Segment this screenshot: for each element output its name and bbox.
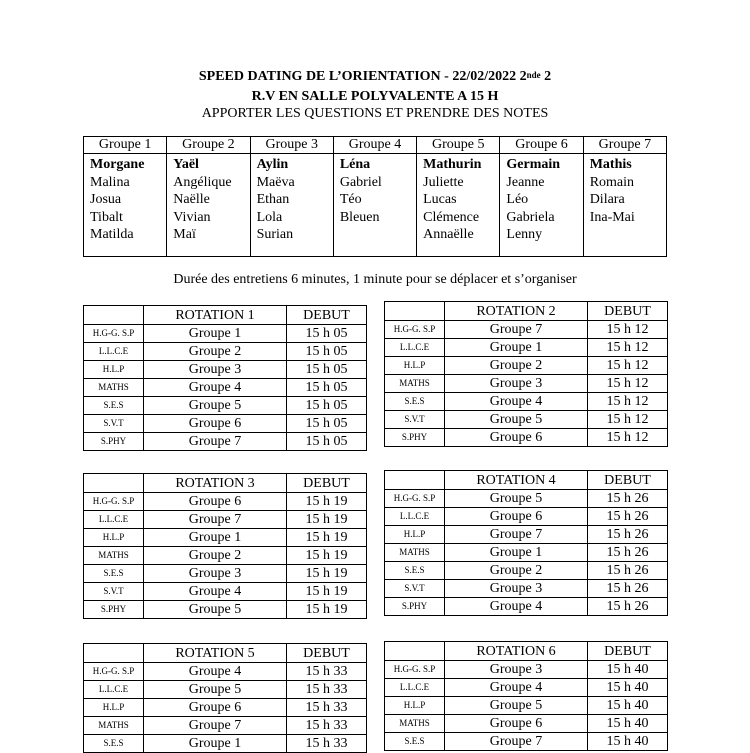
subject-cell: H.L.P — [84, 529, 144, 547]
table-row — [84, 343, 367, 361]
subject-cell: L.L.C.E — [84, 343, 144, 361]
group-leader: Yaël — [173, 157, 199, 172]
table-row — [385, 321, 668, 339]
debut-header: DEBUT — [287, 474, 367, 493]
table-row — [385, 526, 668, 544]
group-member: Bleuen — [339, 209, 380, 225]
group-cell: Groupe 4 — [144, 379, 287, 397]
time-cell: 15 h 05 — [287, 397, 367, 415]
time-cell: 15 h 26 — [588, 544, 668, 562]
subject-cell: S.E.S — [385, 562, 445, 580]
table-row — [84, 583, 367, 601]
time-cell: 15 h 12 — [588, 321, 668, 339]
rotation-table — [83, 643, 367, 753]
group-cell: Groupe 3 — [445, 661, 588, 679]
group-cell: Groupe 3 — [445, 375, 588, 393]
subject-cell: H.L.P — [385, 697, 445, 715]
group-cell: Groupe 5 — [445, 490, 588, 508]
group-cell: Groupe 6 — [445, 429, 588, 447]
group-cell: Groupe 1 — [144, 529, 287, 547]
subject-cell: H.L.P — [84, 699, 144, 717]
group-leader: Mathis — [589, 157, 632, 172]
time-cell: 15 h 19 — [287, 601, 367, 619]
rotation-title: ROTATION 6 — [445, 642, 588, 661]
table-row — [84, 379, 367, 397]
group-cell: Groupe 4 — [445, 598, 588, 616]
group-member: Naëlle — [173, 192, 210, 207]
duration-note: Durée des entretiens 6 minutes, 1 minute pour se déplacer et s’organiser — [173, 272, 577, 287]
rotation-header-row — [385, 471, 668, 490]
table-row — [84, 325, 367, 343]
subject-cell: H.L.P — [385, 526, 445, 544]
table-row — [385, 357, 668, 375]
time-cell: 15 h 05 — [287, 415, 367, 433]
group-header: Groupe 6 — [500, 137, 583, 154]
rotation-title: ROTATION 2 — [445, 302, 588, 321]
rotation-corner-cell — [385, 471, 445, 490]
group-cell: Groupe 5 — [144, 397, 287, 415]
group-cell: Groupe 6 — [445, 715, 588, 733]
group-header: Groupe 1 — [84, 137, 167, 154]
group-cell: Groupe 5 — [445, 697, 588, 715]
table-row — [385, 339, 668, 357]
subject-cell: S.E.S — [385, 733, 445, 751]
group-cell: Groupe 7 — [144, 433, 287, 451]
subject-cell: S.PHY — [385, 598, 445, 616]
table-row — [84, 493, 367, 511]
group-leader: Germain — [506, 157, 561, 172]
group-cell: Groupe 3 — [445, 580, 588, 598]
subject-cell: S.PHY — [385, 429, 445, 447]
table-row — [84, 663, 367, 681]
rotation-corner-cell — [84, 306, 144, 325]
group-member: Lucas — [423, 192, 457, 207]
group-members-cell — [500, 154, 583, 257]
table-row — [385, 544, 668, 562]
group-member: Léo — [506, 192, 529, 207]
rotation-table — [384, 641, 668, 751]
subject-cell: S.E.S — [84, 565, 144, 583]
time-cell: 15 h 19 — [287, 511, 367, 529]
group-member: Vivian — [173, 209, 211, 225]
debut-header: DEBUT — [588, 302, 668, 321]
group-cell: Groupe 2 — [144, 343, 287, 361]
time-cell: 15 h 33 — [287, 699, 367, 717]
groups-table — [83, 136, 667, 257]
debut-header: DEBUT — [588, 642, 668, 661]
rotation-corner-cell — [84, 474, 144, 493]
time-cell: 15 h 33 — [287, 663, 367, 681]
groups-header-row — [84, 137, 667, 154]
group-cell: Groupe 1 — [144, 325, 287, 343]
subject-cell: MATHS — [385, 375, 445, 393]
rotation-header-row — [84, 644, 367, 663]
time-cell: 15 h 40 — [588, 661, 668, 679]
group-member: Gabriel — [339, 174, 382, 190]
group-header: Groupe 7 — [583, 137, 666, 154]
group-member: Ina-Mai — [589, 209, 635, 225]
group-cell: Groupe 3 — [144, 565, 287, 583]
time-cell: 15 h 05 — [287, 433, 367, 451]
table-row — [385, 679, 668, 697]
time-cell: 15 h 05 — [287, 325, 367, 343]
time-cell: 15 h 26 — [588, 598, 668, 616]
group-cell: Groupe 5 — [144, 601, 287, 619]
rotation-corner-cell — [385, 642, 445, 661]
subject-cell: S.E.S — [84, 735, 144, 753]
time-cell: 15 h 19 — [287, 547, 367, 565]
groups-members-row — [84, 154, 667, 257]
rotation-header-row — [84, 474, 367, 493]
table-row — [385, 715, 668, 733]
group-cell: Groupe 6 — [144, 493, 287, 511]
rotation-header-row — [84, 306, 367, 325]
subject-cell: MATHS — [385, 715, 445, 733]
subject-cell: H.G-G. S.P — [385, 490, 445, 508]
subject-cell: MATHS — [385, 544, 445, 562]
group-member: Surian — [256, 227, 294, 242]
time-cell: 15 h 12 — [588, 375, 668, 393]
group-member: Annaëlle — [423, 227, 474, 242]
subject-cell: L.L.C.E — [385, 679, 445, 697]
subject-cell: H.L.P — [84, 361, 144, 379]
time-cell: 15 h 40 — [588, 679, 668, 697]
group-cell: Groupe 7 — [445, 321, 588, 339]
group-members-cell — [583, 154, 666, 257]
time-cell: 15 h 05 — [287, 343, 367, 361]
group-cell: Groupe 6 — [144, 415, 287, 433]
table-row — [385, 429, 668, 447]
rotation-table — [384, 470, 668, 616]
time-cell: 15 h 05 — [287, 361, 367, 379]
subject-cell: S.V.T — [84, 415, 144, 433]
group-members-cell — [333, 154, 416, 257]
group-member: Maëva — [256, 174, 295, 190]
rotation-title: ROTATION 5 — [144, 644, 287, 663]
table-row — [385, 562, 668, 580]
debut-header: DEBUT — [287, 306, 367, 325]
group-cell: Groupe 4 — [144, 663, 287, 681]
group-header: Groupe 2 — [167, 137, 250, 154]
group-cell: Groupe 4 — [445, 679, 588, 697]
table-row — [84, 699, 367, 717]
group-header: Groupe 4 — [333, 137, 416, 154]
table-row — [84, 361, 367, 379]
subject-cell: L.L.C.E — [385, 508, 445, 526]
rotation-corner-cell — [84, 644, 144, 663]
time-cell: 15 h 40 — [588, 715, 668, 733]
subject-cell: MATHS — [84, 717, 144, 735]
table-row — [385, 375, 668, 393]
table-row — [84, 681, 367, 699]
table-row — [84, 511, 367, 529]
group-leader: Aylin — [256, 157, 289, 172]
subject-cell: L.L.C.E — [385, 339, 445, 357]
debut-header: DEBUT — [588, 471, 668, 490]
table-row — [84, 717, 367, 735]
group-leader: Léna — [339, 157, 371, 172]
group-cell: Groupe 5 — [445, 411, 588, 429]
subject-cell: L.L.C.E — [84, 511, 144, 529]
subject-cell: S.V.T — [385, 580, 445, 598]
group-cell: Groupe 6 — [445, 508, 588, 526]
group-cell: Groupe 1 — [445, 544, 588, 562]
subject-cell: S.V.T — [84, 583, 144, 601]
group-members-cell — [84, 154, 167, 257]
group-members-cell — [250, 154, 333, 257]
group-cell: Groupe 6 — [144, 699, 287, 717]
table-row — [84, 565, 367, 583]
group-cell: Groupe 7 — [144, 717, 287, 735]
document-title-end: 2 — [540, 69, 552, 84]
table-row — [385, 697, 668, 715]
time-cell: 15 h 33 — [287, 717, 367, 735]
document-subtitle: R.V EN SALLE POLYVALENTE A 15 H — [251, 89, 499, 104]
table-row — [385, 411, 668, 429]
subject-cell: S.E.S — [84, 397, 144, 415]
group-cell: Groupe 2 — [445, 357, 588, 375]
table-row — [84, 529, 367, 547]
group-cell: Groupe 2 — [445, 562, 588, 580]
subject-cell: H.L.P — [385, 357, 445, 375]
table-row — [84, 433, 367, 451]
time-cell: 15 h 12 — [588, 339, 668, 357]
group-member: Lenny — [506, 227, 543, 242]
group-member: Lola — [256, 209, 283, 225]
table-row — [84, 397, 367, 415]
group-leader: Mathurin — [423, 157, 482, 172]
document-title-text: SPEED DATING DE L’ORIENTATION - 22/02/2022 2 — [198, 69, 527, 84]
group-member: Maï — [173, 227, 196, 242]
table-row — [385, 580, 668, 598]
rotation-corner-cell — [385, 302, 445, 321]
table-row — [385, 733, 668, 751]
group-cell: Groupe 2 — [144, 547, 287, 565]
subject-cell: MATHS — [84, 379, 144, 397]
time-cell: 15 h 19 — [287, 565, 367, 583]
subject-cell: H.G-G. S.P — [84, 493, 144, 511]
group-member: Tibalt — [90, 209, 123, 225]
group-member: Juliette — [423, 174, 464, 190]
document-instruction: APPORTER LES QUESTIONS ET PRENDRE DES NOTES — [201, 106, 549, 121]
table-row — [385, 508, 668, 526]
time-cell: 15 h 19 — [287, 583, 367, 601]
subject-cell: S.E.S — [385, 393, 445, 411]
group-member: Dilara — [589, 192, 625, 207]
group-member: Clémence — [423, 209, 480, 225]
subject-cell: H.G-G. S.P — [385, 321, 445, 339]
table-row — [84, 601, 367, 619]
table-row — [385, 661, 668, 679]
group-member: Téo — [339, 192, 362, 207]
rotation-table — [83, 473, 367, 619]
rotation-title: ROTATION 1 — [144, 306, 287, 325]
subject-cell: H.G-G. S.P — [84, 325, 144, 343]
table-row — [84, 415, 367, 433]
time-cell: 15 h 19 — [287, 493, 367, 511]
time-cell: 15 h 12 — [588, 357, 668, 375]
document-title-superscript: nde — [526, 70, 541, 80]
time-cell: 15 h 26 — [588, 580, 668, 598]
time-cell: 15 h 26 — [588, 490, 668, 508]
table-row — [385, 393, 668, 411]
group-cell: Groupe 1 — [445, 339, 588, 357]
time-cell: 15 h 05 — [287, 379, 367, 397]
group-cell: Groupe 5 — [144, 681, 287, 699]
table-row — [385, 598, 668, 616]
subject-cell: MATHS — [84, 547, 144, 565]
group-member: Ethan — [256, 192, 290, 207]
table-row — [84, 547, 367, 565]
group-member: Jeanne — [506, 174, 545, 190]
group-member: Gabriela — [506, 209, 555, 225]
time-cell: 15 h 26 — [588, 526, 668, 544]
time-cell: 15 h 40 — [588, 733, 668, 751]
group-header: Groupe 3 — [250, 137, 333, 154]
time-cell: 15 h 26 — [588, 508, 668, 526]
subject-cell: H.G-G. S.P — [385, 661, 445, 679]
group-cell: Groupe 3 — [144, 361, 287, 379]
time-cell: 15 h 12 — [588, 393, 668, 411]
group-cell: Groupe 4 — [445, 393, 588, 411]
time-cell: 15 h 12 — [588, 429, 668, 447]
subject-cell: H.G-G. S.P — [84, 663, 144, 681]
time-cell: 15 h 33 — [287, 735, 367, 753]
group-leader: Morgane — [90, 157, 145, 172]
rotation-title: ROTATION 3 — [144, 474, 287, 493]
time-cell: 15 h 19 — [287, 529, 367, 547]
group-members-cell — [167, 154, 250, 257]
time-cell: 15 h 40 — [588, 697, 668, 715]
group-cell: Groupe 1 — [144, 735, 287, 753]
debut-header: DEBUT — [287, 644, 367, 663]
group-cell: Groupe 7 — [445, 526, 588, 544]
group-member: Matilda — [90, 227, 134, 242]
group-cell: Groupe 4 — [144, 583, 287, 601]
subject-cell: S.PHY — [84, 433, 144, 451]
group-member: Angélique — [173, 174, 232, 190]
group-cell: Groupe 7 — [445, 733, 588, 751]
subject-cell: L.L.C.E — [84, 681, 144, 699]
table-row — [385, 490, 668, 508]
time-cell: 15 h 33 — [287, 681, 367, 699]
group-members-cell — [417, 154, 500, 257]
rotation-header-row — [385, 302, 668, 321]
time-cell: 15 h 12 — [588, 411, 668, 429]
group-member: Josua — [90, 192, 122, 207]
group-member: Malina — [90, 174, 130, 190]
group-cell: Groupe 7 — [144, 511, 287, 529]
rotation-header-row — [385, 642, 668, 661]
rotation-table — [83, 305, 367, 451]
subject-cell: S.V.T — [385, 411, 445, 429]
rotation-table — [384, 301, 668, 447]
rotation-title: ROTATION 4 — [445, 471, 588, 490]
subject-cell: S.PHY — [84, 601, 144, 619]
group-member: Romain — [589, 174, 635, 190]
time-cell: 15 h 26 — [588, 562, 668, 580]
document-title — [0, 69, 750, 85]
group-header: Groupe 5 — [417, 137, 500, 154]
